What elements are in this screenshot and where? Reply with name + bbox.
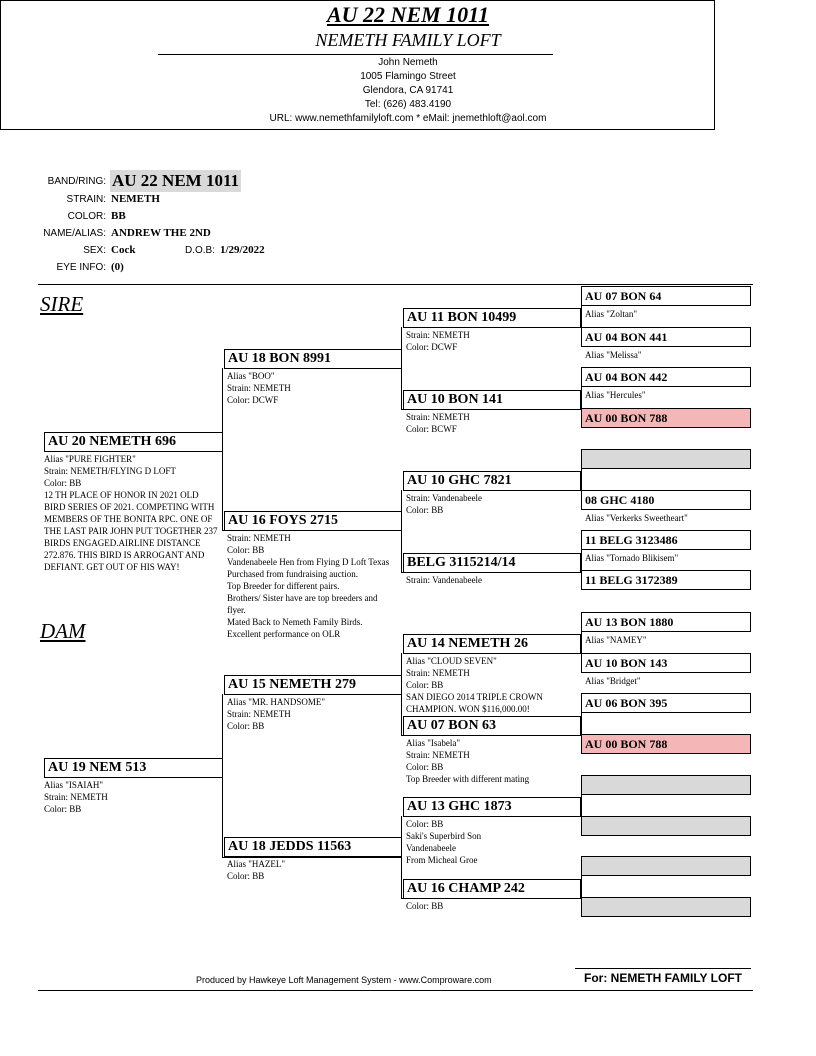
detail-line: Alias "HAZEL" [227,859,286,869]
detail-line: Alias "CLOUD SEVEN" [406,656,497,666]
g4-band-7: 11 BELG 3123486 [581,530,751,550]
detail-line: Color: BB [406,680,444,690]
dam-dam-details [227,858,285,882]
detail-line: Vandenabeele Hen from Flying D Loft Texas [227,557,390,567]
ssd-details [406,411,470,435]
g4-alias-3: Alias "Hercules" [585,390,646,400]
dam-detail: Color: BB [44,804,82,814]
g4-band-1: AU 07 BON 64 [581,286,751,306]
sire-detail: 12 TH PLACE OF HONOR IN 2021 OLD BIRD SERIES OF 2021. COMPETING WITH MEMBERS OF THE BONITA RPC. ONE OF THE LAST PAIR JOHN PUT TOGETHER 237 BIRDS ENGAGED.AIRLINE DISTANCE 272.876. THIS BIRD IS ARROGANT AND DEFIANT. GET OUT OF HIS WAY! [44,490,218,572]
detail-line: Strain: NEMETH [406,330,470,340]
detail-line: Strain: NEMETH [227,709,291,719]
g4-band-8: 11 BELG 3172389 [581,570,751,590]
detail-line: From Micheal Groe [406,855,478,865]
header-band: AU 22 NEM 1011 [327,2,489,27]
g4-band-13 [581,775,751,795]
detail-line: Strain: Vandenabeele [406,493,483,503]
detail-line: Brothers/ Sister have are top breeders and flyer. [227,593,378,615]
detail-line: Alias "MR. HANDSOME" [227,697,326,707]
color-label: COLOR: [67,211,106,222]
g4-band-4: AU 00 BON 788 [581,408,751,428]
g4-alias-7: Alias "Tornado Blikisem" [585,553,679,563]
dss-details [406,655,578,715]
footer-produced-by: Produced by Hawkeye Loft Management System - www.Comproware.com [196,975,492,985]
detail-line: Color: BB [406,762,444,772]
sire-detail: Strain: NEMETH/FLYING D LOFT [44,466,176,476]
sss-band: AU 11 BON 10499 [403,308,581,328]
sds-band: AU 10 GHC 7821 [403,471,581,491]
g4-band-3: AU 04 BON 442 [581,367,751,387]
detail-line: Strain: NEMETH [406,412,470,422]
color-value: BB [111,210,126,222]
detail-line: Color: DCWF [406,342,458,352]
dam-details [44,779,108,815]
detail-line: Color: BB [227,545,265,555]
g4-band-2: AU 04 BON 441 [581,327,751,347]
header-divider [158,54,553,55]
band-value: AU 22 NEM 1011 [112,171,240,190]
dsd-details [406,737,529,785]
g4-alias-9: Alias "NAMEY" [585,635,647,645]
g4-alias-10: Alias "Bridget" [585,676,641,686]
sire-sire-band: AU 18 BON 8991 [224,349,402,369]
section-divider [38,284,753,285]
strain-label: STRAIN: [66,194,106,205]
dam-sire-band: AU 15 NEMETH 279 [224,675,402,695]
footer-for-loft: For: NEMETH FAMILY LOFT [575,968,751,985]
sdd-band: BELG 3115214/14 [403,553,581,573]
g4-band-15 [581,856,751,876]
detail-line: Color: BCWF [406,424,457,434]
detail-line: Color: BB [227,721,265,731]
detail-line: Color: BB [406,819,444,829]
detail-line: Strain: NEMETH [406,668,470,678]
sss-details [406,329,470,353]
header-loft-name: NEMETH FAMILY LOFT [315,30,501,50]
ssd-band: AU 10 BON 141 [403,390,581,410]
connector-sd [401,490,402,572]
dam-sire-details [227,696,325,732]
g4-band-14 [581,816,751,836]
ddd-details [406,900,443,912]
dds-band: AU 13 GHC 1873 [403,797,581,817]
header-box [0,0,715,130]
detail-line: Strain: NEMETH [406,750,470,760]
detail-line: Saki's Superbird Son [406,831,482,841]
detail-line: Color: BB [406,901,444,911]
sire-details [44,453,222,573]
dam-dam-band: AU 18 JEDDS 11563 [224,837,402,857]
detail-line: Strain: Vandenabeele [406,575,483,585]
g4-band-11: AU 06 BON 395 [581,693,751,713]
sire-heading: SIRE [40,292,84,316]
detail-line: Purchased from fundraising auction. [227,569,358,579]
detail-line: Strain: NEMETH [227,533,291,543]
owner-city: Glendora, CA 91741 [362,85,454,96]
sds-details [406,492,482,516]
sire-sire-details [227,370,291,406]
g4-alias-2: Alias "Melissa" [585,350,642,360]
sex-label: SEX: [83,245,106,256]
dsd-band: AU 07 BON 63 [403,716,581,736]
name-label: NAME/ALIAS: [43,228,106,239]
name-value: ANDREW THE 2ND [111,227,211,239]
g4-band-9: AU 13 BON 1880 [581,612,751,632]
sire-band: AU 20 NEMETH 696 [44,432,223,452]
detail-line: Excellent performance on OLR [227,629,341,639]
sex-value: Cock [111,244,136,256]
detail-line: Top Breeder for different pairs. [227,581,340,591]
g4-alias-6: Alias "Verkerks Sweetheart" [585,513,688,523]
g4-band-16 [581,897,751,917]
dam-band: AU 19 NEM 513 [44,758,223,778]
g4-band-6: 08 GHC 4180 [581,490,751,510]
ddd-band: AU 16 CHAMP 242 [403,879,581,899]
detail-line: Color: BB [227,871,265,881]
band-label: BAND/RING: [47,176,106,187]
dds-details [406,818,481,866]
sire-dam-band: AU 16 FOYS 2715 [224,511,402,531]
eye-value: (0) [111,261,124,273]
g4-band-10: AU 10 BON 143 [581,653,751,673]
sire-detail: Alias "PURE FIGHTER" [44,454,136,464]
dss-band: AU 14 NEMETH 26 [403,634,581,654]
dob-label: D.O.B: [185,245,216,256]
detail-line: SAN DIEGO 2014 TRIPLE CROWN CHAMPION. WON $116,000.00! [406,692,543,714]
sire-detail: Color: BB [44,478,82,488]
detail-line: Color: BB [406,505,444,515]
dam-detail: Strain: NEMETH [44,792,108,802]
detail-line: Mated Back to Nemeth Family Birds. [227,617,363,627]
owner-url-email: URL: www.nemethfamilyloft.com * eMail: jnemethloft@aol.com [269,113,547,124]
owner-tel: Tel: (626) 483.4190 [364,99,452,110]
dam-heading: DAM [40,619,86,643]
detail-line: Color: DCWF [227,395,279,405]
detail-line: Alias "Isabela" [406,738,461,748]
footer-divider [38,990,753,991]
detail-line: Vandenabeele [406,843,456,853]
g4-alias-1: Alias "Zoltan" [585,309,638,319]
detail-line: Top Breeder with different mating [406,774,530,784]
sdd-details [406,574,482,586]
detail-line: Alias "BOO" [227,371,275,381]
sire-dam-details [227,532,395,640]
detail-line: Strain: NEMETH [227,383,291,393]
dob-value: 1/29/2022 [220,244,265,256]
strain-value: NEMETH [111,193,160,205]
g4-band-5 [581,449,751,469]
dam-detail: Alias "ISAIAH" [44,780,104,790]
owner-street: 1005 Flamingo Street [360,71,456,82]
owner-name: John Nemeth [378,57,438,68]
eye-label: EYE INFO: [56,262,106,273]
g4-band-12: AU 00 BON 788 [581,734,751,754]
